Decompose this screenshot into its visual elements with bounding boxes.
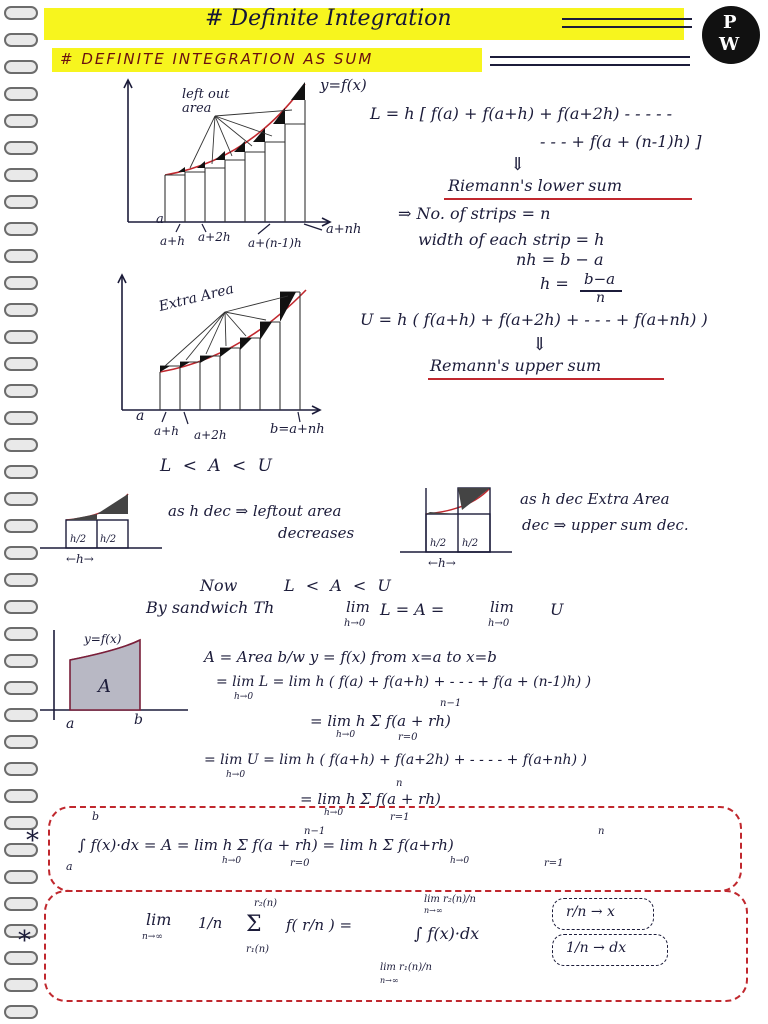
boxed1-upper-limit: b — [92, 810, 100, 823]
page-title: # Definite Integration — [205, 6, 452, 31]
derivation-line3-bot: r=0 — [398, 732, 418, 743]
star-1: * — [26, 826, 39, 856]
h-numerator: b−a — [584, 270, 616, 288]
upper-sum-underline — [428, 378, 664, 380]
derivation-line3-top: n−1 — [440, 698, 462, 709]
boxed2-int-top-sub: n→∞ — [424, 906, 443, 915]
derivation-line4: = lim U = lim h ( f(a+h) + f(a+2h) + - - - - + f(a+nh) ) — [204, 752, 587, 768]
graph1-y-label: y=f(x) — [320, 76, 367, 94]
derivation-line5: = lim h Σ f(a + rh) — [300, 790, 441, 808]
boxed1-sum1-bot: r=0 — [290, 858, 310, 869]
derivation-line2: = lim L = lim h ( f(a) + f(a+h) + - - - + f(a + (n-1)h) ) — [216, 674, 592, 690]
leftout-note-2: decreases — [278, 524, 355, 542]
boxed1-sum2-bot: r=1 — [544, 858, 564, 869]
derivation-line3-sub: h→0 — [336, 730, 356, 740]
star-2: * — [18, 926, 31, 956]
upper-sum-arrow: ⇓ — [532, 334, 548, 355]
extra-note-1: as h dec Extra Area — [520, 490, 670, 508]
sandwich-label: By sandwich Th — [146, 598, 275, 617]
lower-sum-name: Riemann's lower sum — [448, 176, 622, 195]
right-sketch-h2-b: h/2 — [462, 538, 479, 549]
graph3-xlabel-a: a — [66, 716, 75, 732]
upper-sum-name: Remann's upper sum — [430, 356, 602, 375]
graph1-xlabel-ah: a+h — [160, 234, 185, 248]
h-equals: h = — [540, 274, 569, 293]
graph1-xlabel-an1h: a+(n-1)h — [248, 236, 302, 250]
rule2: 1/n → dx — [566, 940, 627, 956]
boxed1-sum1-top: n−1 — [304, 826, 326, 837]
sandwich-lim-2-sub: h→0 — [488, 618, 510, 629]
boxed2-integral: ∫ f(x)·dx — [414, 924, 480, 943]
sandwich-lim-1: lim — [346, 598, 370, 616]
label-leaders — [162, 224, 322, 424]
derivation-line5-top: n — [396, 778, 403, 789]
lower-sum-arrow: ⇓ — [510, 154, 526, 175]
inequality-1: L < A < U — [160, 456, 275, 476]
leftout-note-1: as h dec ⇒ leftout area — [168, 502, 342, 520]
graph1-xlabel-a2h: a+2h — [198, 230, 231, 244]
boxed2-lim: lim — [146, 910, 172, 929]
derivation-line1: A = Area b/w y = f(x) from x=a to x=b — [204, 648, 497, 666]
sketch-extra-decrease — [400, 488, 512, 552]
logo-letter-p: P — [723, 12, 737, 33]
boxed1-lower-limit: a — [66, 860, 73, 873]
extra-note-2: dec ⇒ upper sum dec. — [522, 516, 689, 534]
page-subtitle: # DEFINITE INTEGRATION AS SUM — [60, 50, 374, 68]
strip-width: width of each strip = h — [418, 230, 605, 249]
lower-sum-underline — [444, 198, 692, 200]
boxed1-lim2-sub: h→0 — [450, 856, 470, 866]
strips-count: ⇒ No. of strips = n — [398, 204, 551, 223]
boxed2-lim-sub: n→∞ — [142, 932, 163, 942]
derivation-line2-sub: h→0 — [234, 692, 254, 702]
left-sketch-h: ←h→ — [66, 552, 94, 566]
derivation-line3: = lim h Σ f(a + rh) — [310, 712, 451, 730]
graph3-y-label: y=f(x) — [84, 632, 122, 646]
graph2-xlabel-ah: a+h — [154, 424, 179, 438]
graph2-xlabel-a: a — [136, 408, 145, 424]
lower-sum-line1: L = h [ f(a) + f(a+h) + f(a+2h) - - - - - — [370, 104, 672, 123]
lower-sum-line2: - - - + f(a + (n-1)h) ] — [540, 132, 702, 151]
derivation-line5-sub: h→0 — [324, 808, 344, 818]
logo-letter-w: W — [719, 34, 740, 55]
right-sketch-h: ←h→ — [428, 556, 456, 570]
boxed2-frac: 1/n — [198, 914, 223, 932]
graph2-xlabel-a2h: a+2h — [194, 428, 227, 442]
graph1-xlabel-anh: a+nh — [326, 222, 362, 237]
graph3-area-label: A — [98, 676, 111, 697]
boxed2-int-top: lim r₂(n)/n — [424, 894, 476, 905]
sandwich-mid: L = A = — [380, 600, 445, 619]
derivation-line4-sub: h→0 — [226, 770, 246, 780]
left-sketch-h2-b: h/2 — [100, 534, 117, 545]
graph2-xlabel-b: b=a+nh — [270, 422, 325, 437]
boxed1-sum2-top: n — [598, 826, 605, 837]
boxed1-lim1-sub: h→0 — [222, 856, 242, 866]
sandwich-end: U — [550, 600, 564, 619]
upper-sum-line: U = h ( f(a+h) + f(a+2h) + - - - + f(a+nh) ) — [360, 310, 708, 329]
boxed2-sum-bot: r₁(n) — [246, 944, 270, 955]
boxed2-sigma: Σ — [246, 912, 262, 937]
rule1: r/n → x — [566, 904, 615, 920]
right-sketch-h2-a: h/2 — [430, 538, 447, 549]
boxed1-expression: ∫ f(x)·dx = A = lim h Σ f(a + rh) = lim h Σ f(a+rh) — [78, 836, 454, 854]
now-label: Now — [200, 576, 238, 595]
h-denominator: n — [596, 290, 606, 306]
boxed2-f-expr: f( r/n ) = — [286, 916, 353, 934]
inequality-2: L < A < U — [284, 576, 394, 595]
boxed2-int-bot: lim r₁(n)/n — [380, 962, 432, 973]
graph2-extra-label: Extra Area — [157, 280, 236, 316]
boxed2-int-bot-sub: n→∞ — [380, 976, 399, 985]
boxed2-sum-top: r₂(n) — [254, 898, 278, 909]
sandwich-lim-1-sub: h→0 — [344, 618, 366, 629]
graph1-leftout-label: left out area — [182, 87, 230, 116]
derivation-line5-bot: r=1 — [390, 812, 410, 823]
graph3-xlabel-b: b — [134, 712, 143, 728]
left-sketch-h2-a: h/2 — [70, 534, 87, 545]
sandwich-lim-2: lim — [490, 598, 514, 616]
graph1-xlabel-a: a — [156, 212, 164, 227]
nh-equation: nh = b − a — [516, 250, 604, 269]
